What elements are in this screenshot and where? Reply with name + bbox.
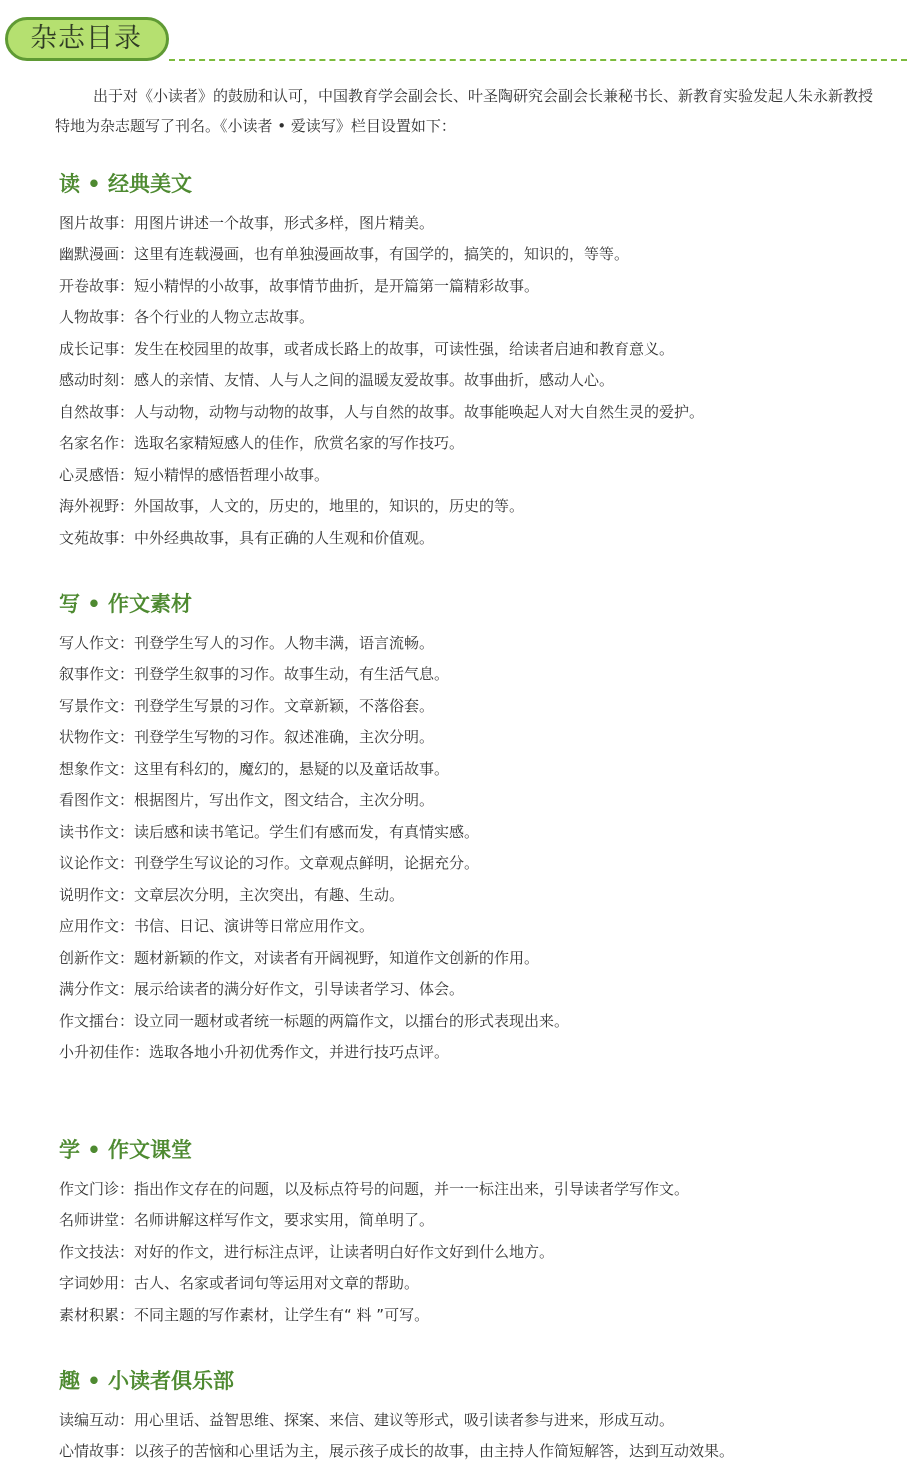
list-item: 状物作文：刊登学生写物的习作。叙述准确，主次分明。 [59, 728, 435, 746]
section-title-write: 写 • 作文素材 [59, 592, 193, 616]
list-item: 成长记事：发生在校园里的故事，或者成长路上的故事，可读性强，给读者启迪和教育意义。 [59, 340, 675, 358]
list-item: 读编互动：用心里话、益智思维、探案、来信、建议等形式，吸引读者参与进来，形成互动。 [59, 1411, 675, 1429]
list-item: 海外视野：外国故事，人文的，历史的，地里的，知识的，历史的等。 [59, 497, 525, 515]
header-dashed-divider [169, 59, 907, 61]
list-item: 小升初佳作：选取各地小升初优秀作文，并进行技巧点评。 [59, 1043, 450, 1061]
list-item: 说明作文：文章层次分明，主次突出，有趣、生动。 [59, 886, 405, 904]
page-title: 杂志目录 [30, 23, 142, 54]
list-item: 作文门诊：指出作文存在的问题，以及标点符号的问题，并一一标注出来，引导读者学写作文。 [59, 1180, 690, 1198]
intro-paragraph: 出于对《小读者》的鼓励和认可，中国教育学会副会长、叶圣陶研究会副会长兼秘书长、新教育实验发起人朱永新教授特地为杂志题写了刊名。《小读者 • 爱读写》栏目设置如下： [55, 87, 874, 135]
list-item: 图片故事：用图片讲述一个故事，形式多样，图片精美。 [59, 214, 435, 232]
list-item: 名家名作：选取名家精短感人的佳作，欣赏名家的写作技巧。 [59, 434, 465, 452]
list-item: 名师讲堂：名师讲解这样写作文，要求实用，简单明了。 [59, 1211, 435, 1229]
list-item: 满分作文：展示给读者的满分好作文，引导读者学习、体会。 [59, 980, 465, 998]
list-item: 字词妙用：古人、名家或者词句等运用对文章的帮助。 [59, 1274, 420, 1292]
list-item: 人物故事：各个行业的人物立志故事。 [59, 308, 315, 326]
list-item: 心灵感悟：短小精悍的感悟哲理小故事。 [59, 466, 330, 484]
list-item: 作文技法：对好的作文，进行标注点评，让读者明白好作文好到什么地方。 [59, 1243, 555, 1261]
section-title-club: 趣 • 小读者俱乐部 [59, 1369, 235, 1393]
list-item: 读书作文：读后感和读书笔记。学生们有感而发，有真情实感。 [59, 823, 480, 841]
list-item: 看图作文：根据图片，写出作文，图文结合，主次分明。 [59, 791, 435, 809]
list-item: 作文擂台：设立同一题材或者统一标题的两篇作文，以擂台的形式表现出来。 [59, 1012, 570, 1030]
list-item: 写人作文：刊登学生写人的习作。人物丰满，语言流畅。 [59, 634, 435, 652]
list-item: 素材积累：不同主题的写作素材，让学生有“ 料 ”可写。 [59, 1306, 430, 1324]
list-item: 开卷故事：短小精悍的小故事，故事情节曲折，是开篇第一篇精彩故事。 [59, 277, 540, 295]
section-title-read: 读 • 经典美文 [59, 172, 193, 196]
list-item: 叙事作文：刊登学生叙事的习作。故事生动，有生活气息。 [59, 665, 450, 683]
list-item: 文苑故事：中外经典故事，具有正确的人生观和价值观。 [59, 529, 435, 547]
list-item: 自然故事：人与动物，动物与动物的故事，人与自然的故事。故事能唤起人对大自然生灵的爱护。 [59, 403, 705, 421]
list-item: 创新作文：题材新颖的作文，对读者有开阔视野，知道作文创新的作用。 [59, 949, 540, 967]
list-item: 心情故事：以孩子的苦恼和心里话为主，展示孩子成长的故事，由主持人作简短解答，达到互动效果。 [59, 1442, 735, 1460]
list-item: 议论作文：刊登学生写议论的习作。文章观点鲜明，论据充分。 [59, 854, 480, 872]
list-item: 感动时刻：感人的亲情、友情、人与人之间的温暖友爱故事。故事曲折，感动人心。 [59, 371, 615, 389]
list-item: 写景作文：刊登学生写景的习作。文章新颖，不落俗套。 [59, 697, 435, 715]
list-item: 想象作文：这里有科幻的，魔幻的，悬疑的以及童话故事。 [59, 760, 450, 778]
list-item: 幽默漫画：这里有连载漫画，也有单独漫画故事，有国学的，搞笑的，知识的，等等。 [59, 245, 630, 263]
list-item: 应用作文：书信、日记、演讲等日常应用作文。 [59, 917, 375, 935]
section-title-learn: 学 • 作文课堂 [59, 1138, 193, 1162]
